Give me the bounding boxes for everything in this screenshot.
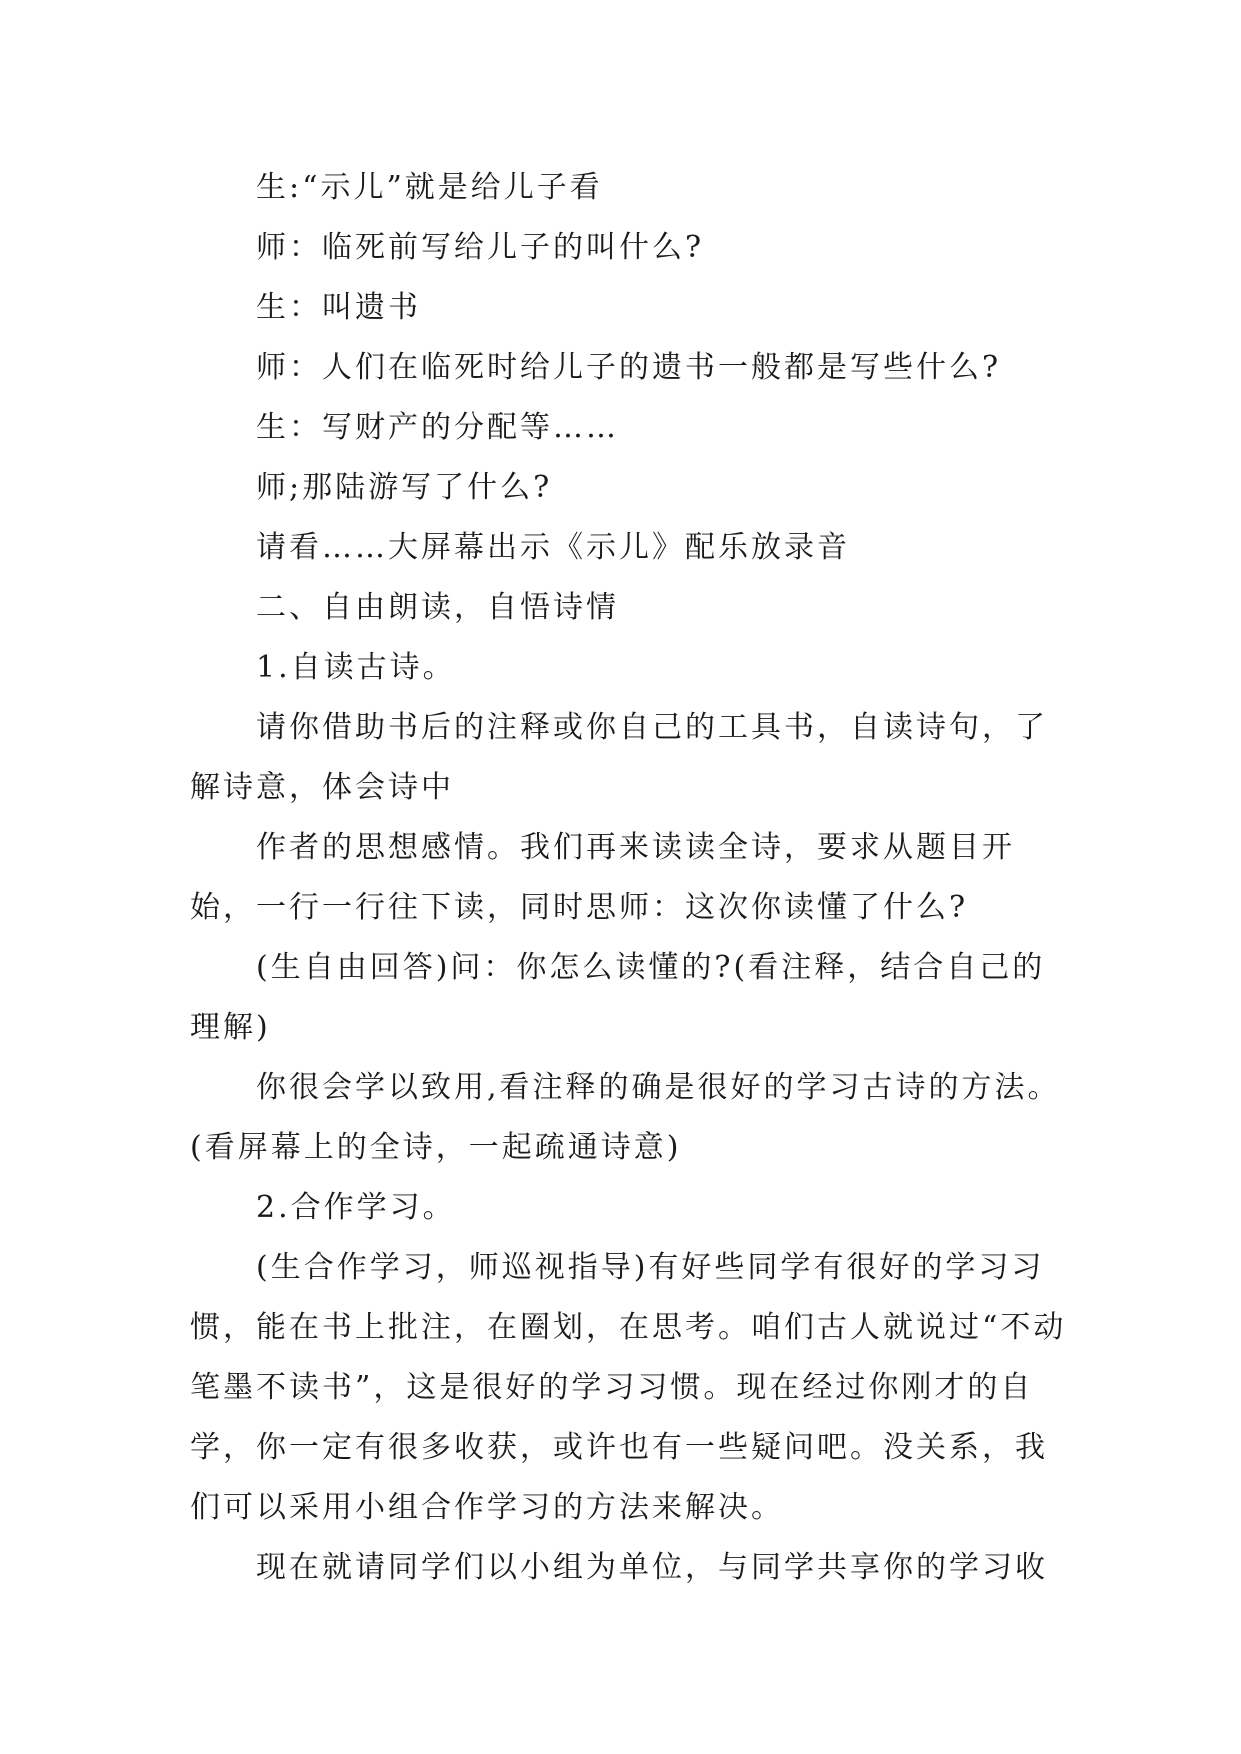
paragraph: 生:“示儿”就是给儿子看 (256, 170, 603, 205)
document-body (190, 158, 1070, 1598)
paragraph: 师：临死前写给儿子的叫什么? (256, 230, 705, 265)
section-heading: 二、自由朗读，自悟诗情 (256, 590, 619, 625)
paragraph: (生合作学习，师巡视指导)有好些同学有很好的学习习惯，能在书上批注，在圈划，在思考。咱们古人就说过“不动笔墨不读书”，这是很好的学习习惯。现在经过你刚才的自学，你一定有很多收获，或许也有一些疑问吧。没关系，我们可以采用小组合作学习的方法来解决。 (190, 1250, 1067, 1525)
paragraph: 生：写财产的分配等…… (256, 410, 619, 445)
paragraph: 师：人们在临死时给儿子的遗书一般都是写些什么? (256, 350, 1002, 385)
paragraph: 现在就请同学们以小组为单位，与同学共享你的学习收 (256, 1550, 1048, 1585)
subsection-heading: 2.合作学习。 (256, 1190, 456, 1225)
paragraph: 请你借助书后的注释或你自己的工具书，自读诗句，了解诗意，体会诗中 (190, 710, 1048, 805)
paragraph: 师;那陆游写了什么? (256, 470, 553, 505)
paragraph: 作者的思想感情。我们再来读读全诗，要求从题目开始，一行一行往下读，同时思师：这次你读懂了什么? (190, 830, 1015, 925)
paragraph: 生：叫遗书 (256, 290, 421, 325)
subsection-heading: 1.自读古诗。 (256, 650, 456, 685)
paragraph: 你很会学以致用,看注释的确是很好的学习古诗的方法。(看屏幕上的全诗，一起疏通诗意) (190, 1070, 1061, 1165)
paragraph: 请看……大屏幕出示《示儿》配乐放录音 (256, 530, 850, 565)
paragraph: (生自由回答)问：你怎么读懂的?(看注释，结合自己的理解) (190, 950, 1046, 1045)
